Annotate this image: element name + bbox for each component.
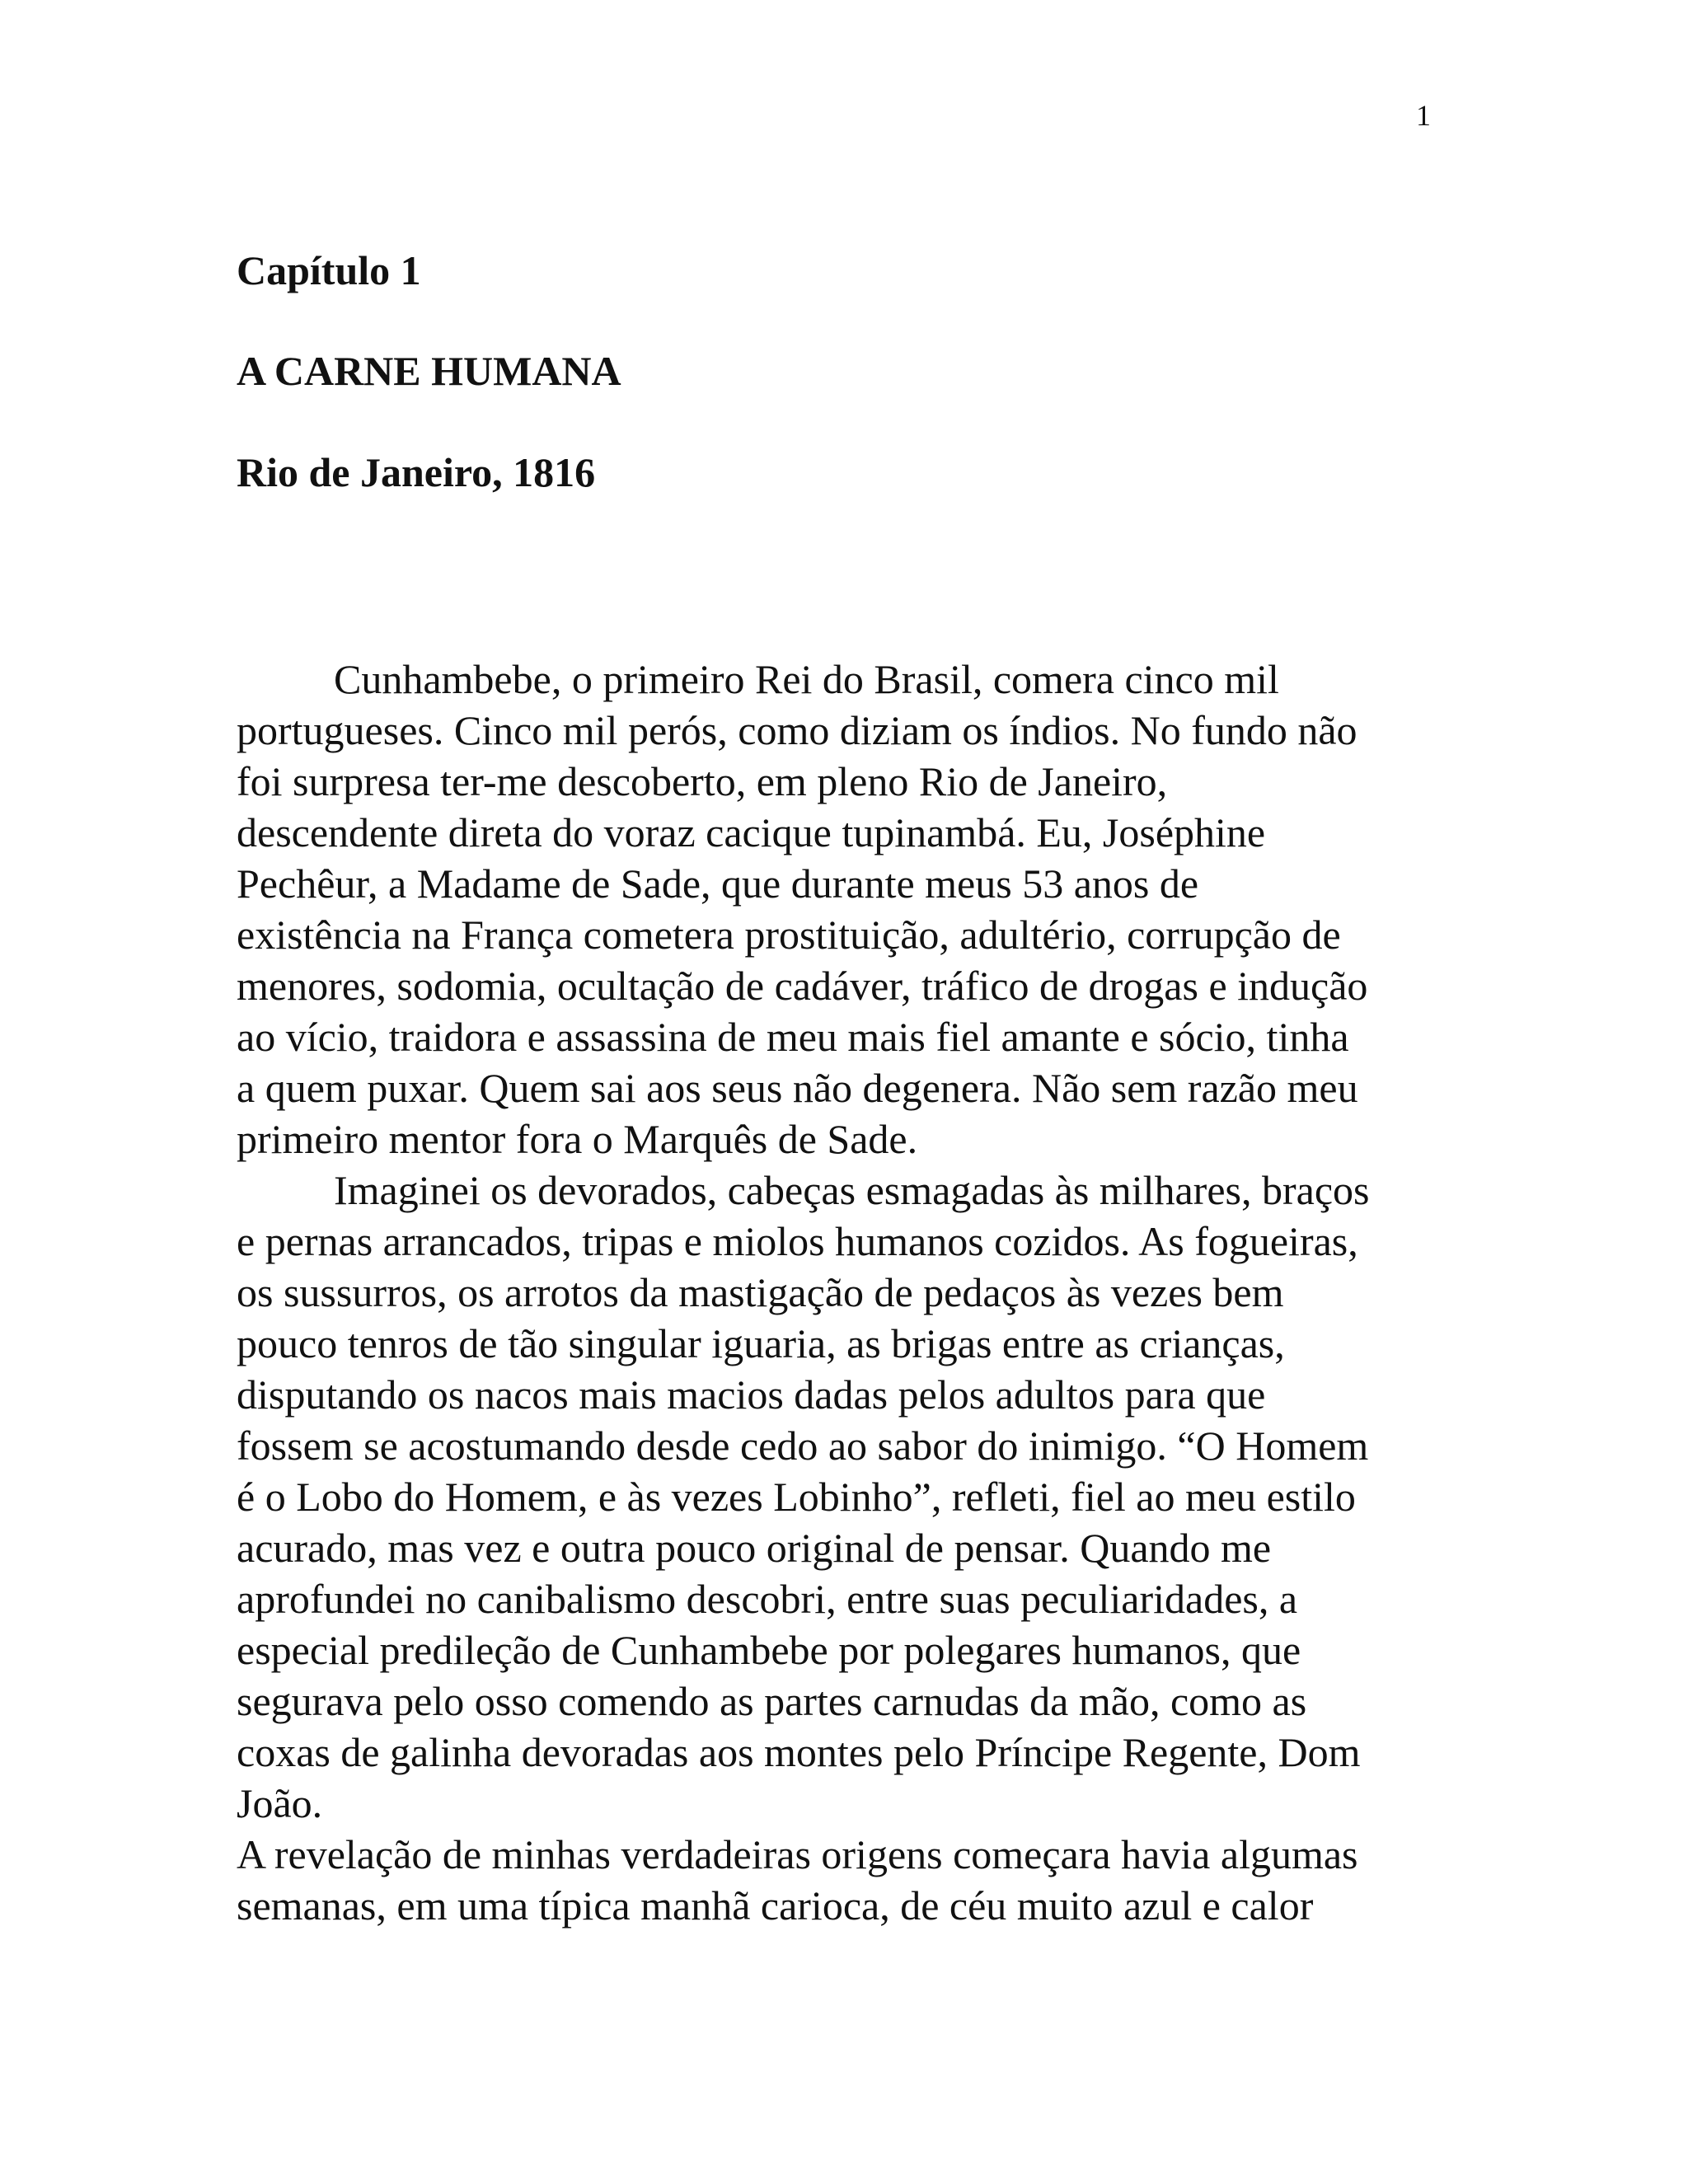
text-line: Pechêur, a Madame de Sade, que durante meus 53 anos de (237, 860, 1199, 907)
text-line: coxas de galinha devoradas aos montes pelo Príncipe Regente, Dom (237, 1729, 1361, 1775)
text-line: especial predileção de Cunhambebe por polegares humanos, que (237, 1627, 1301, 1673)
paragraph (237, 1165, 1456, 1829)
chapter-heading: Capítulo 1 (237, 247, 421, 293)
text-line: a quem puxar. Quem sai aos seus não degenera. Não sem razão meu (237, 1065, 1358, 1111)
text-line: acurado, mas vez e outra pouco original de pensar. Quando me (237, 1525, 1272, 1571)
text-line: descendente direta do voraz cacique tupinambá. Eu, Joséphine (237, 809, 1266, 855)
text-line: é o Lobo do Homem, e às vezes Lobinho”, refleti, fiel ao meu estilo (237, 1474, 1356, 1520)
text-line: pouco tenros de tão singular iguaria, as brigas entre as crianças, (237, 1320, 1285, 1366)
text-line: A revelação de minhas verdadeiras origens começara havia algumas (237, 1831, 1358, 1877)
text-line: ao vício, traidora e assassina de meu mais fiel amante e sócio, tinha (237, 1014, 1349, 1060)
text-line: portugueses. Cinco mil perós, como diziam os índios. No fundo não (237, 707, 1357, 753)
place-date-heading: Rio de Janeiro, 1816 (237, 449, 596, 495)
text-line: fossem se acostumando desde cedo ao sabor do inimigo. “O Homem (237, 1422, 1369, 1469)
text-line: Imaginei os devorados, cabeças esmagadas às milhares, braços (334, 1167, 1370, 1213)
text-line: e pernas arrancados, tripas e miolos humanos cozidos. As fogueiras, (237, 1218, 1358, 1264)
paragraph (237, 1829, 1456, 1931)
text-line: foi surpresa ter-me descoberto, em pleno Rio de Janeiro, (237, 758, 1168, 804)
text-line: primeiro mentor fora o Marquês de Sade. (237, 1116, 918, 1162)
text-line: aprofundei no canibalismo descobri, entre suas peculiaridades, a (237, 1576, 1298, 1622)
text-line: disputando os nacos mais macios dadas pelos adultos para que (237, 1371, 1266, 1418)
text-line: segurava pelo osso comendo as partes carnudas da mão, como as (237, 1678, 1307, 1724)
page-number: 1 (1416, 99, 1431, 132)
text-line: existência na França cometera prostituição, adultério, corrupção de (237, 912, 1341, 958)
text-line: semanas, em uma típica manhã carioca, de céu muito azul e calor (237, 1882, 1314, 1929)
text-line: os sussurros, os arrotos da mastigação de pedaços às vezes bem (237, 1269, 1284, 1315)
text-line: João. (237, 1780, 323, 1826)
paragraph (237, 654, 1456, 1165)
body-text (237, 654, 1456, 1931)
text-line: menores, sodomia, ocultação de cadáver, tráfico de drogas e indução (237, 963, 1368, 1009)
text-line: Cunhambebe, o primeiro Rei do Brasil, comera cinco mil (334, 656, 1279, 702)
chapter-title: A CARNE HUMANA (237, 348, 621, 394)
